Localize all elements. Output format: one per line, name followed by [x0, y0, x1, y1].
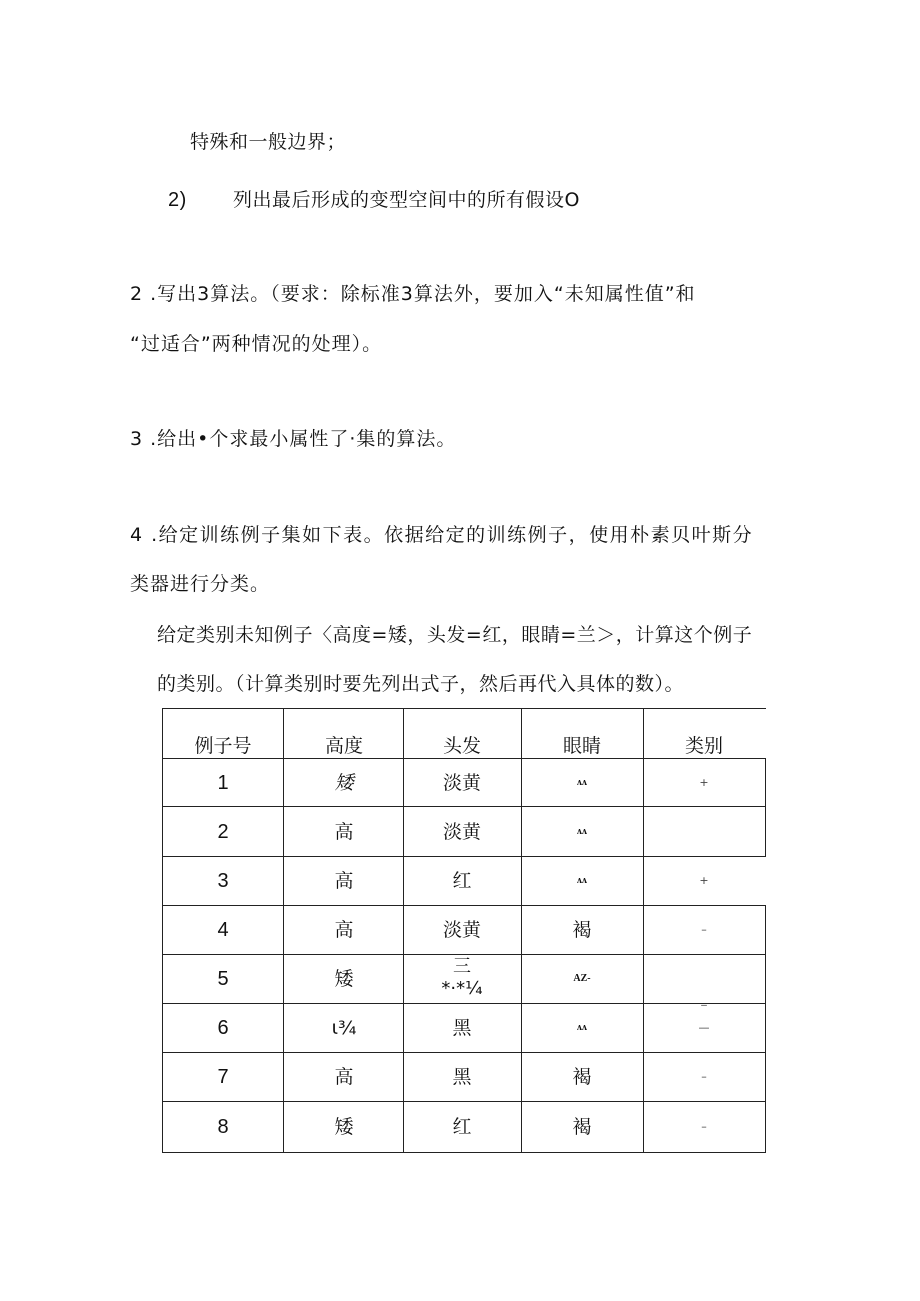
training-examples-table	[162, 708, 766, 1153]
table-cell: +	[699, 874, 709, 887]
table-cell: 三 *·*¼	[441, 956, 483, 999]
question-4-line-4: 的类别。（计算类别时要先列出式子，然后再代入具体的数）。	[157, 673, 685, 695]
table-cell: 1	[217, 772, 229, 794]
table-cell: ʌʌ	[577, 1022, 587, 1033]
table-cell: —	[698, 1021, 710, 1034]
question-4-line-3: 给定类别未知例子〈高度=矮，头发=红，眼睛=兰＞，计算这个例子	[157, 624, 753, 646]
table-cell: 红	[452, 1116, 472, 1138]
table-cell: 4	[217, 919, 229, 941]
table-cell: 5	[217, 968, 229, 990]
table-cell: 6	[217, 1017, 229, 1039]
header-class: 类别	[684, 735, 723, 757]
question-2-line-1: 2 .写出3算法。（要求：除标准3算法外，要加入“未知属性值”和	[130, 283, 696, 305]
table-cell: +	[699, 776, 709, 789]
table-cell: 褐	[572, 1066, 592, 1088]
table-cell: ʌʌ	[577, 826, 587, 837]
question-4-line-1: 4 .给定训练例子集如下表。依据给定的训练例子，使用朴素贝叶斯分	[130, 524, 754, 546]
table-cell: ʌʌ	[577, 777, 587, 788]
table-cell: –	[701, 1120, 707, 1133]
table-cell: 矮	[334, 772, 354, 794]
table-cell: ι¾	[331, 1017, 357, 1039]
header-height: 高度	[324, 735, 363, 757]
table-cell: 高	[334, 870, 354, 892]
table-cell: 2	[217, 821, 229, 843]
table-cell: 红	[452, 870, 472, 892]
header-eyes: 眼睛	[562, 735, 601, 757]
table-cell: 3	[217, 870, 229, 892]
table-cell: 8	[217, 1116, 229, 1138]
table-cell: 高	[334, 1066, 354, 1088]
table-cell: 高	[334, 919, 354, 941]
table-cell: _	[701, 993, 707, 1006]
table-cell: 褐	[572, 919, 592, 941]
table-cell: 褐	[572, 1116, 592, 1138]
table-cell: ʌʌ	[577, 875, 587, 886]
table-cell: 黑	[452, 1017, 472, 1039]
table-cell: AZ-	[573, 973, 591, 984]
table-cell: 矮	[334, 968, 354, 990]
table-cell: 7	[217, 1066, 229, 1088]
table-cell: 淡黄	[442, 772, 481, 794]
table-cell: 高	[334, 821, 354, 843]
question-2-line-2: “过适合”两种情况的处理）。	[130, 333, 383, 355]
text-line-boundary: 特殊和一般边界；	[190, 131, 347, 153]
question-4-line-2: 类器进行分类。	[130, 573, 271, 595]
table-cell: 淡黄	[442, 919, 481, 941]
text-line-hypotheses: 列出最后形成的变型空间中的所有假设O	[233, 189, 580, 211]
header-hair: 头发	[442, 735, 481, 757]
table-cell: –	[701, 1070, 707, 1083]
table-cell: 矮	[334, 1116, 354, 1138]
table-cell: 黑	[452, 1066, 472, 1088]
table-cell: –	[701, 923, 707, 936]
item-number-2: 2)	[168, 189, 187, 211]
table-cell: 淡黄	[442, 821, 481, 843]
header-example-no: 例子号	[194, 735, 252, 757]
question-3: 3 .给出•个求最小属性了·集的算法。	[130, 428, 457, 450]
